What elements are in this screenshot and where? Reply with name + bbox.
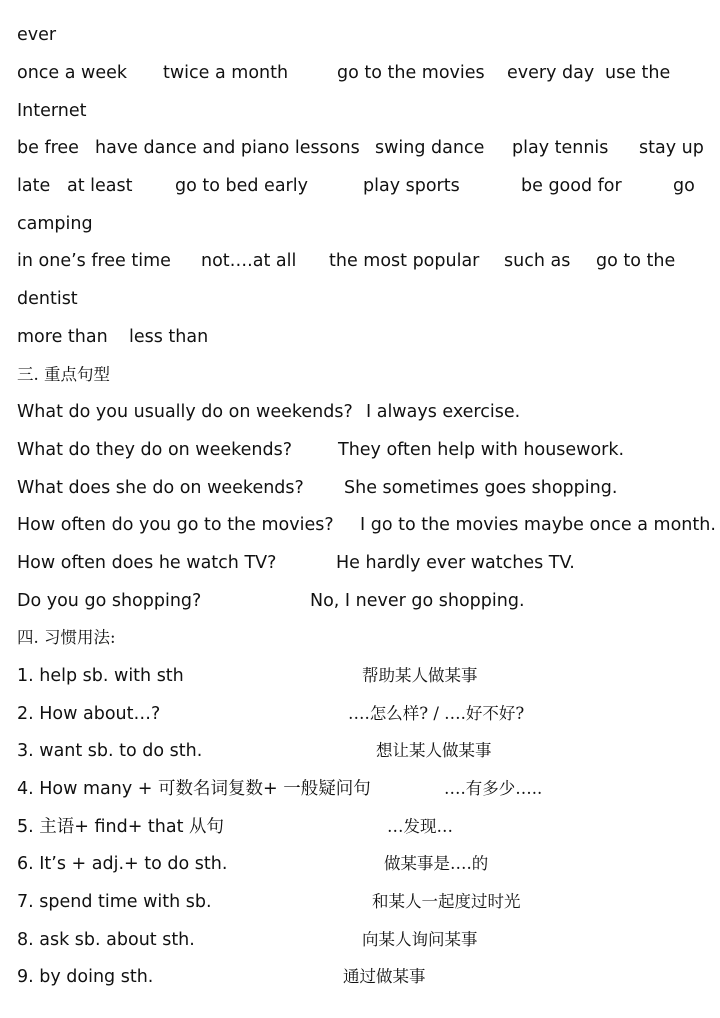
phrase: dentist [17, 289, 78, 309]
phrase: go to the [596, 251, 676, 271]
usage-row [0, 808, 720, 846]
phrase: not….at all [201, 251, 297, 271]
sentence-row [0, 544, 720, 582]
phrase-line [0, 54, 720, 92]
phrase: be free [17, 138, 79, 158]
usage-row [0, 657, 720, 695]
phrase: twice a month [163, 63, 289, 83]
usage-english: 9. by doing sth. [17, 967, 154, 987]
usage-row [0, 695, 720, 733]
usage-english: 3. want sb. to do sth. [17, 741, 203, 761]
phrase: be good for [521, 176, 622, 196]
phrase-line [0, 129, 720, 167]
phrase-line [0, 280, 720, 318]
usage-english: 1. help sb. with sth [17, 666, 184, 686]
phrase: go to the movies [337, 63, 485, 83]
question: What does she do on weekends? [17, 478, 304, 498]
section-heading [0, 356, 720, 394]
phrase: at least [67, 176, 133, 196]
usage-english: 2. How about…? [17, 704, 161, 724]
phrase: play sports [363, 176, 460, 196]
usage-row [0, 732, 720, 770]
phrase: have dance and piano lessons [95, 138, 360, 158]
question: How often do you go to the movies? [17, 515, 334, 535]
phrase-line [0, 92, 720, 130]
phrase: camping [17, 214, 93, 234]
usage-chinese: 做某事是….的 [384, 854, 489, 873]
sentence-row [0, 582, 720, 620]
answer: He hardly ever watches TV. [336, 553, 575, 573]
sentence-row [0, 431, 720, 469]
question: How often does he watch TV? [17, 553, 277, 573]
phrase-line [0, 242, 720, 280]
phrase-line [0, 205, 720, 243]
usage-chinese: 帮助某人做某事 [362, 666, 478, 685]
phrase-line [0, 16, 720, 54]
phrase: use the [605, 63, 671, 83]
phrase: once a week [17, 63, 128, 83]
phrase: late [17, 176, 51, 196]
question: Do you go shopping? [17, 591, 202, 611]
usage-english: 5. 主语+ find+ that 从句 [17, 817, 225, 837]
usage-english: 4. How many + 可数名词复数+ 一般疑问句 [17, 779, 371, 799]
usage-chinese: 通过做某事 [343, 967, 426, 986]
answer: They often help with housework. [338, 440, 625, 460]
phrase: play tennis [512, 138, 609, 158]
usage-english: 6. It’s + adj.+ to do sth. [17, 854, 228, 874]
section-4-heading: 四. 习惯用法: [17, 628, 116, 647]
usage-chinese: ….有多少….. [444, 779, 543, 798]
usage-row [0, 845, 720, 883]
question: What do you usually do on weekends? [17, 402, 353, 422]
answer: She sometimes goes shopping. [344, 478, 618, 498]
phrase: such as [504, 251, 571, 271]
phrase: less than [129, 327, 209, 347]
phrase: every day [507, 63, 595, 83]
phrase: Internet [17, 101, 87, 121]
phrase: the most popular [329, 251, 480, 271]
usage-chinese: 和某人一起度过时光 [372, 892, 521, 911]
phrase-line [0, 167, 720, 205]
phrase-line [0, 318, 720, 356]
answer: I go to the movies maybe once a month. [360, 515, 716, 535]
usage-row [0, 958, 720, 996]
section-heading [0, 619, 720, 657]
sentence-row [0, 393, 720, 431]
phrase: in one’s free time [17, 251, 171, 271]
usage-row [0, 921, 720, 959]
phrase: more than [17, 327, 108, 347]
usage-english: 7. spend time with sb. [17, 892, 212, 912]
phrase: swing dance [375, 138, 485, 158]
usage-chinese: ….怎么样? / ….好不好? [348, 704, 525, 723]
phrase: ever [17, 25, 57, 45]
sentence-row [0, 469, 720, 507]
answer: I always exercise. [366, 402, 521, 422]
question: What do they do on weekends? [17, 440, 293, 460]
usage-row [0, 883, 720, 921]
sentence-row [0, 506, 720, 544]
section-3-heading: 三. 重点句型 [17, 365, 110, 384]
phrase: go [673, 176, 695, 196]
usage-english: 8. ask sb. about sth. [17, 930, 195, 950]
answer: No, I never go shopping. [310, 591, 525, 611]
phrase: stay up [639, 138, 704, 158]
phrase: go to bed early [175, 176, 308, 196]
usage-chinese: …发现… [387, 817, 453, 836]
usage-chinese: 向某人询问某事 [362, 930, 478, 949]
usage-row [0, 770, 720, 808]
usage-chinese: 想让某人做某事 [376, 741, 492, 760]
